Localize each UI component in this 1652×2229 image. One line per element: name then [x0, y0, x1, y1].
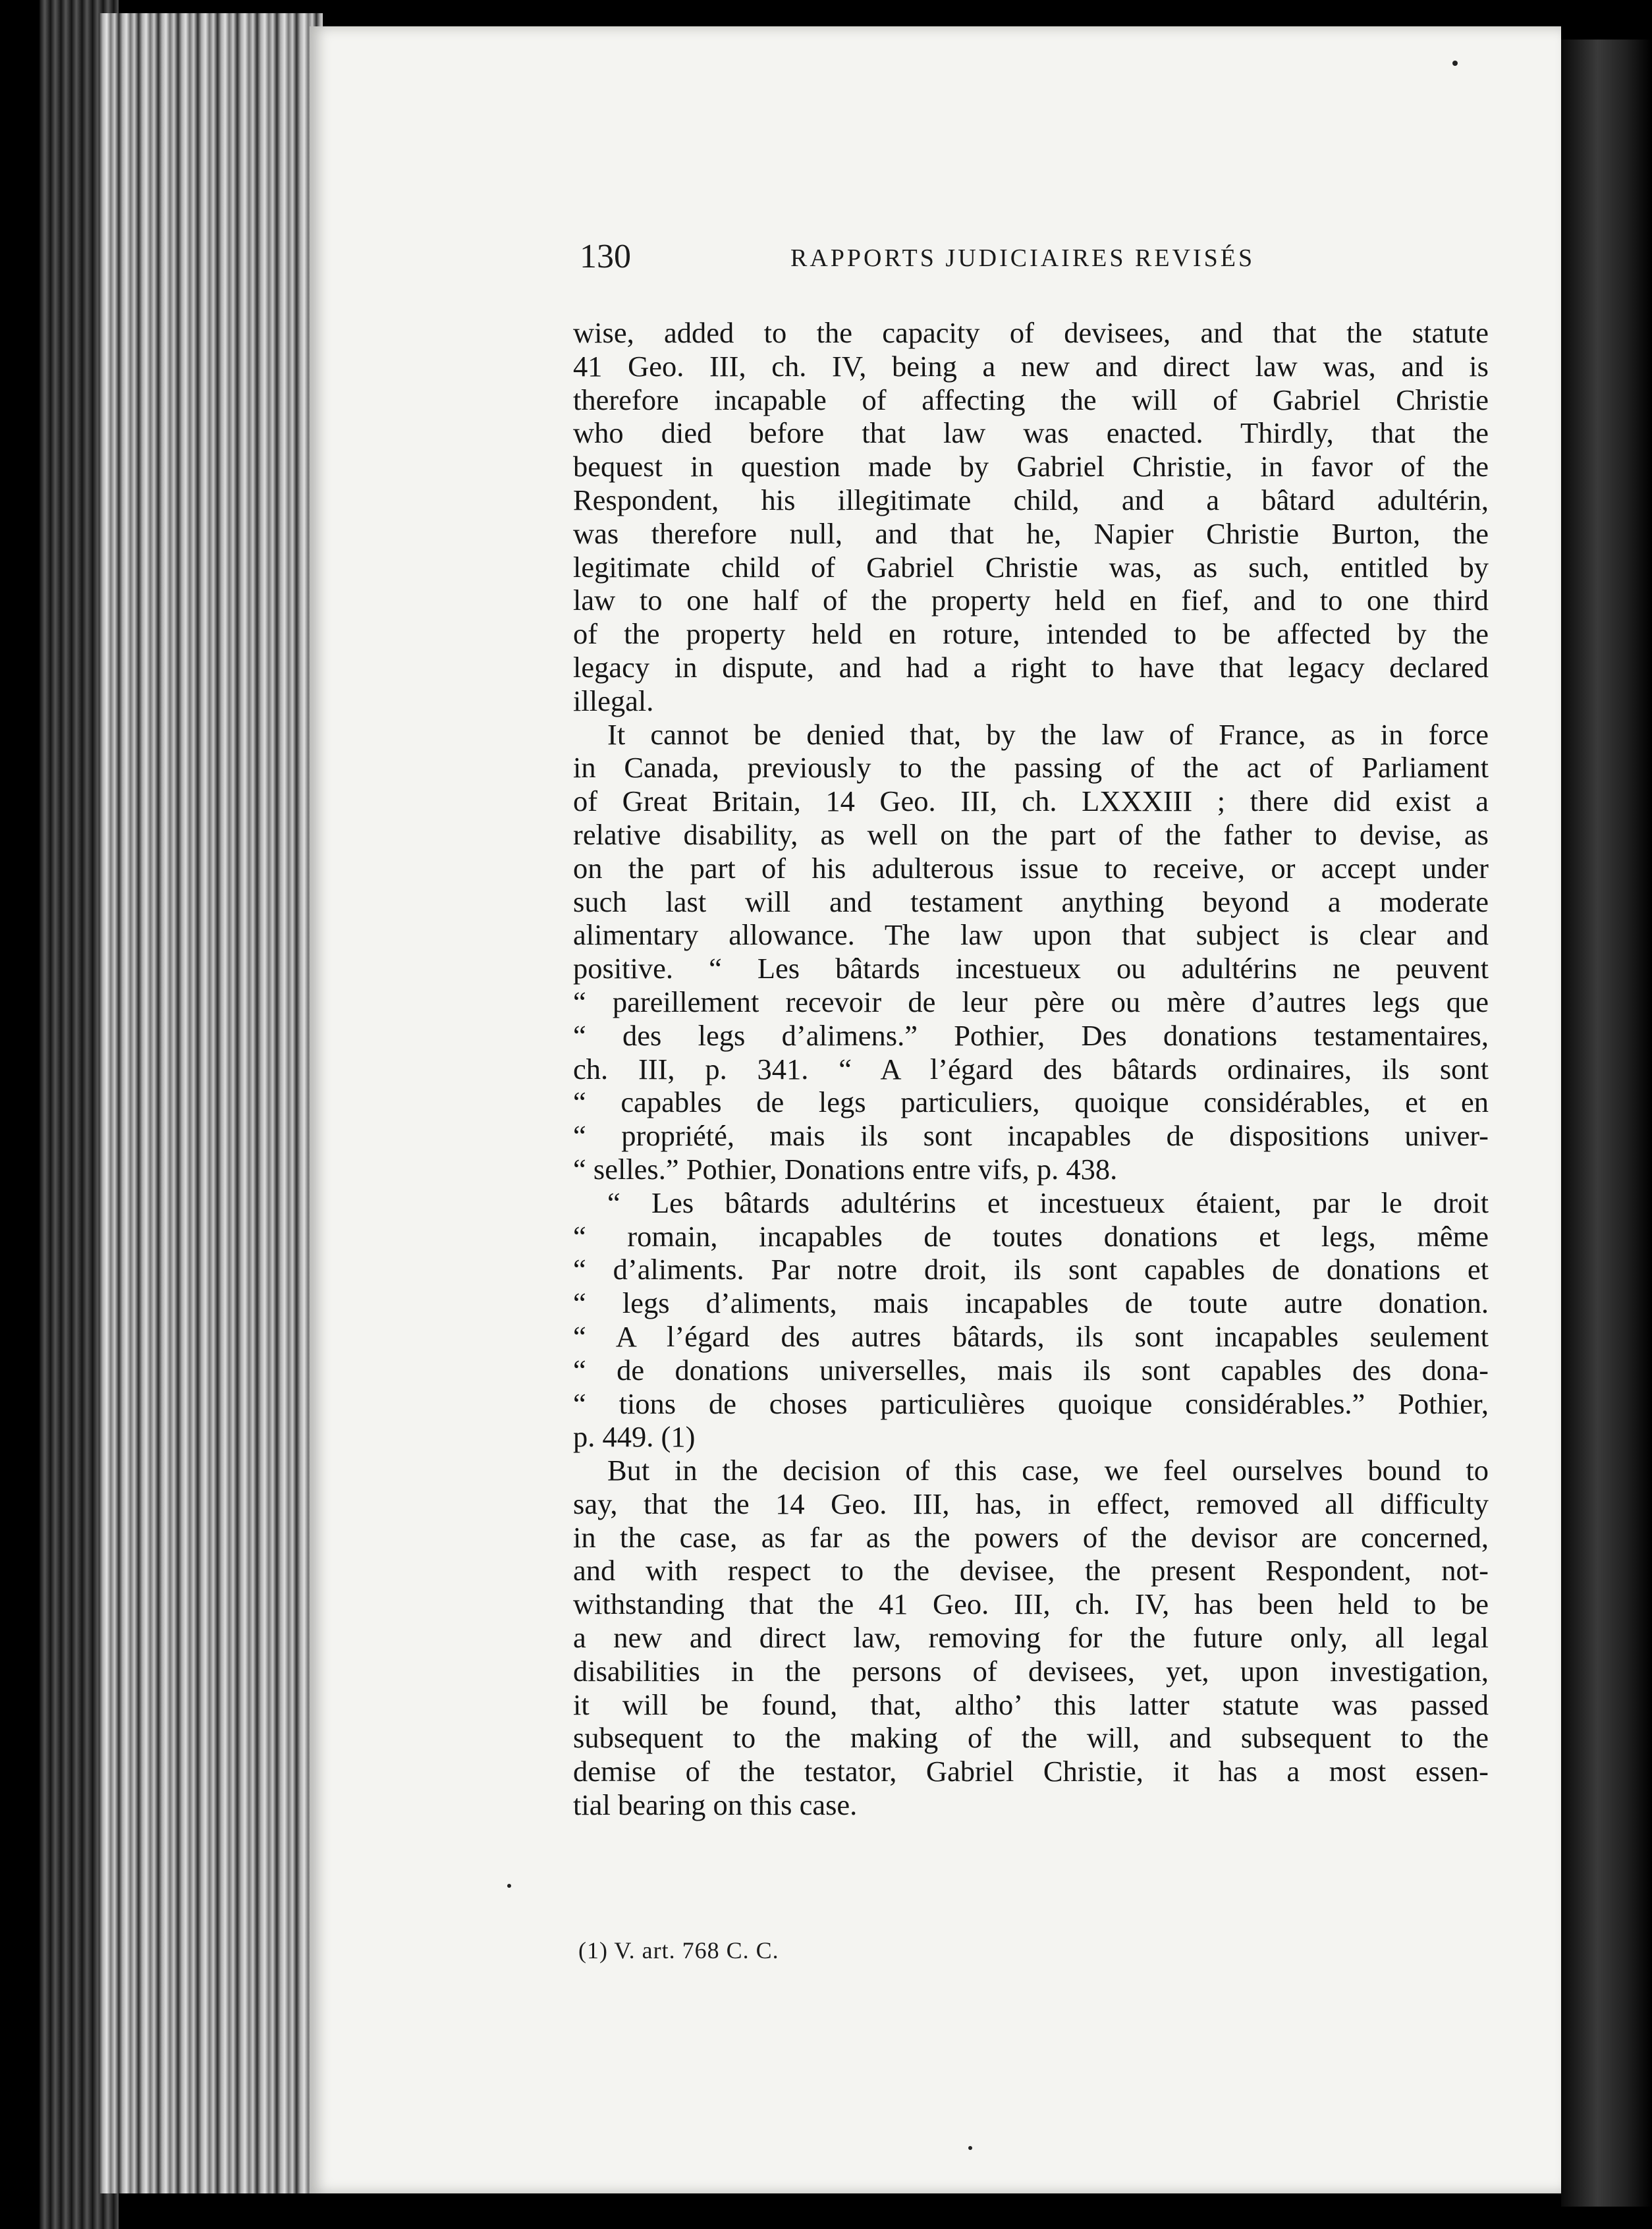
- running-head: [573, 237, 1489, 290]
- text-line: “ d’aliments. Par notre droit, ils sont capables de donations et: [573, 1253, 1489, 1286]
- text-line: “ Les bâtards adultérins et incestueux étaient, par le droit: [607, 1186, 1489, 1219]
- text-line: “ romain, incapables de toutes donations et legs, même: [573, 1219, 1489, 1253]
- text-line: illegal.: [573, 684, 654, 717]
- text-line: “ selles.” Pothier, Donations entre vifs, p. 438.: [573, 1152, 1118, 1186]
- text-line: disabilities in the persons of devisees, yet, upon investigation,: [573, 1654, 1489, 1688]
- text-line: 41 Geo. III, ch. IV, being a new and direct law was, and is: [573, 349, 1489, 383]
- stacked-page-edges: [99, 13, 323, 2193]
- text-line: “ pareillement recevoir de leur père ou mère d’autres legs que: [573, 985, 1489, 1018]
- text-line: a new and direct law, removing for the future only, all legal: [573, 1621, 1489, 1655]
- text-line: was therefore null, and that he, Napier Christie Burton, the: [573, 516, 1489, 550]
- text-line: alimentary allowance. The law upon that subject is clear and: [573, 918, 1489, 952]
- text-line: say, that the 14 Geo. III, has, in effect, removed all difficulty: [573, 1487, 1489, 1520]
- text-line: such last will and testament anything beyond a moderate: [573, 885, 1489, 918]
- text-line: legitimate child of Gabriel Christie was, as such, entitled by: [573, 550, 1489, 584]
- text-line: “ tions de choses particulières quoique considérables.” Pothier,: [573, 1387, 1489, 1420]
- text-line: law to one half of the property held en fief, and to one third: [573, 584, 1489, 617]
- text-line: But in the decision of this case, we feel ourselves bound to: [607, 1454, 1489, 1487]
- text-line: therefore incapable of affecting the will of Gabriel Christie: [573, 383, 1489, 416]
- body-text: [573, 316, 1489, 1822]
- text-line: withstanding that the 41 Geo. III, ch. IV, has been held to be: [573, 1587, 1489, 1621]
- text-line: positive. “ Les bâtards incestueux ou adultérins ne peuvent: [573, 952, 1489, 985]
- text-line: tial bearing on this case.: [573, 1788, 858, 1822]
- text-line: of the property held en roture, intended to be affected by the: [573, 617, 1489, 651]
- text-line: Respondent, his illegitimate child, and a bâtard adultérin,: [573, 483, 1489, 516]
- text-line: wise, added to the capacity of devisees, and that the statute: [573, 316, 1489, 349]
- text-line: of Great Britain, 14 Geo. III, ch. LXXXIII ; there did exist a: [573, 784, 1489, 818]
- text-line: “ propriété, mais ils sont incapables de dispositions univer-: [573, 1119, 1489, 1153]
- text-line: demise of the testator, Gabriel Christie, it has a most essen-: [573, 1755, 1489, 1788]
- text-line: it will be found, that, altho’ this latter statute was passed: [573, 1688, 1489, 1721]
- page-number: 130: [580, 238, 631, 275]
- text-line: “ capables de legs particuliers, quoique considérables, et en: [573, 1086, 1489, 1119]
- text-line: p. 449. (1): [573, 1420, 696, 1454]
- text-line: subsequent to the making of the will, and subsequent to the: [573, 1721, 1489, 1755]
- text-line: and with respect to the devisee, the present Respondent, not-: [573, 1554, 1489, 1587]
- text-line: in Canada, previously to the passing of the act of Parliament: [573, 751, 1489, 784]
- book-page: [310, 26, 1561, 2193]
- text-line: legacy in dispute, and had a right to have that legacy declared: [573, 650, 1489, 684]
- text-line: who died before that law was enacted. Thirdly, that the: [573, 416, 1489, 450]
- footnote: (1) V. art. 768 C. C.: [578, 1937, 779, 1964]
- text-line: “ de donations universelles, mais ils sont capables des dona-: [573, 1353, 1489, 1387]
- text-line: bequest in question made by Gabriel Christie, in favor of the: [573, 450, 1489, 483]
- text-line: “ legs d’aliments, mais incapables de toute autre donation.: [573, 1286, 1489, 1320]
- running-title: RAPPORTS JUDICIAIRES REVISÉS: [790, 244, 1255, 272]
- text-line: “ A l’égard des autres bâtards, ils sont incapables seulement: [573, 1319, 1489, 1353]
- text-line: relative disability, as well on the part of the father to devise, as: [573, 817, 1489, 851]
- text-line: on the part of his adulterous issue to receive, or accept under: [573, 851, 1489, 885]
- text-line: It cannot be denied that, by the law of France, as in force: [607, 717, 1489, 751]
- text-line: in the case, as far as the powers of the devisor are concerned,: [573, 1520, 1489, 1554]
- text-line: “ des legs d’alimens.” Pothier, Des donations testamentaires,: [573, 1018, 1489, 1052]
- right-page-shadow: [1561, 40, 1652, 2207]
- text-line: ch. III, p. 341. “ A l’égard des bâtards ordinaires, ils sont: [573, 1052, 1489, 1086]
